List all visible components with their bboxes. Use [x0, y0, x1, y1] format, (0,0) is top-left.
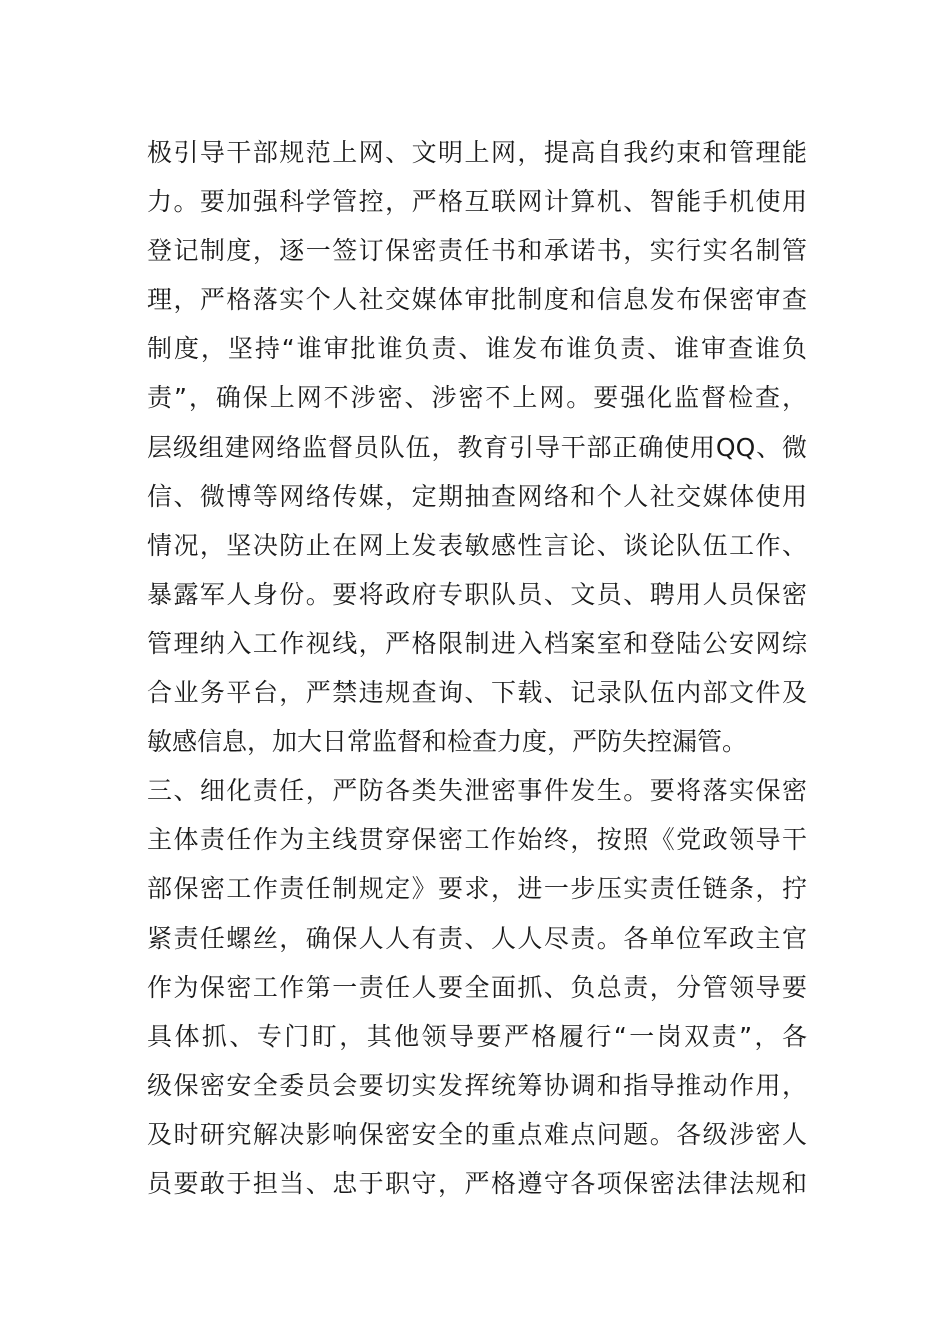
text-line: 三、细化责任，严防各类失泄密事件发生。要将落实保密	[147, 776, 807, 806]
text-line: 责”，确保上网不涉密、涉密不上网。要强化监督检查，	[147, 383, 807, 413]
text-line: 敏感信息，加大日常监督和检查力度，严防失控漏管。	[147, 727, 748, 757]
text-line: 情况，坚决防止在网上发表敏感性言论、谈论队伍工作、	[147, 530, 807, 560]
text-line: 及时研究解决影响保密安全的重点难点问题。各级涉密人	[147, 1119, 807, 1149]
text-line: 暴露军人身份。要将政府专职队员、文员、聘用人员保密	[147, 579, 807, 609]
text-line: 具体抓、专门盯，其他领导要严格履行“一岗双责”，各	[147, 1021, 807, 1051]
text-line: 管理纳入工作视线，严格限制进入档案室和登陆公安网综	[147, 628, 807, 658]
text-line: 力。要加强科学管控，严格互联网计算机、智能手机使用	[147, 187, 807, 217]
text-line: 级保密安全委员会要切实发挥统筹协调和指导推动作用，	[147, 1070, 807, 1100]
text-line: 作为保密工作第一责任人要全面抓、负总责，分管领导要	[147, 972, 807, 1002]
text-line: 极引导干部规范上网、文明上网，提高自我约束和管理能	[147, 138, 807, 167]
text-line: 紧责任螺丝，确保人人有责、人人尽责。各单位军政主官	[147, 923, 807, 953]
text-line: 理，严格落实个人社交媒体审批制度和信息发布保密审查	[147, 285, 807, 315]
text-line: 主体责任作为主线贯穿保密工作始终，按照《党政领导干	[147, 825, 807, 855]
text-line: 员要敢于担当、忠于职守，严格遵守各项保密法律法规和	[147, 1168, 807, 1198]
text-line: 登记制度，逐一签订保密责任书和承诺书，实行实名制管	[147, 236, 807, 266]
text-line: 信、微博等网络传媒，定期抽查网络和个人社交媒体使用	[147, 481, 807, 511]
text-line: 部保密工作责任制规定》要求，进一步压实责任链条，拧	[147, 874, 807, 904]
body-text	[147, 128, 807, 1208]
text-line: 制度，坚持“谁审批谁负责、谁发布谁负责、谁审查谁负	[147, 334, 807, 364]
text-line: 合业务平台，严禁违规查询、下载、记录队伍内部文件及	[147, 678, 807, 708]
text-line: 层级组建网络监督员队伍，教育引导干部正确使用QQ、微	[147, 432, 807, 462]
